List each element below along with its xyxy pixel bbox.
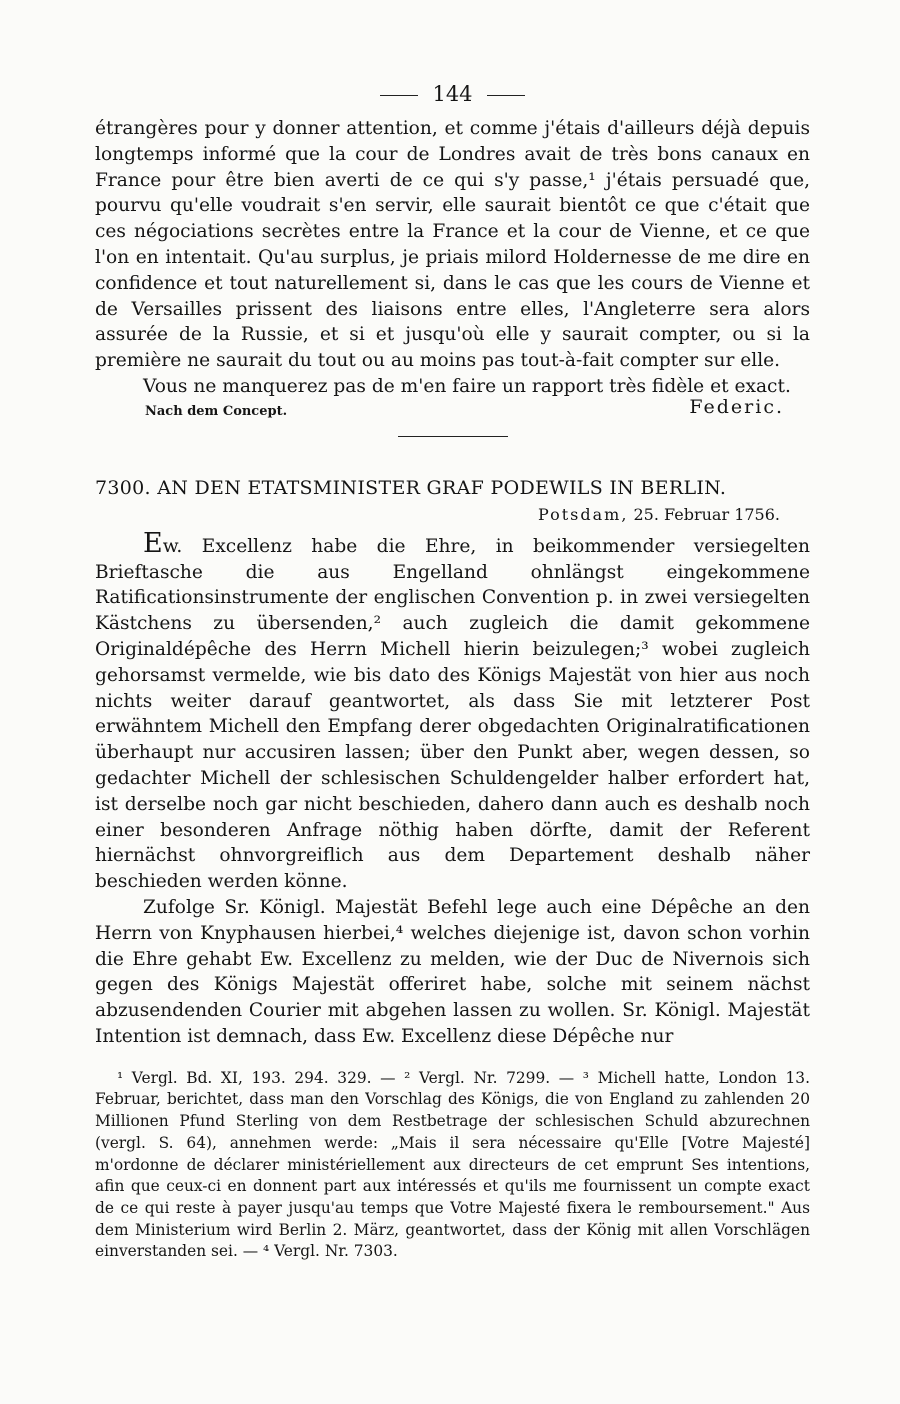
document-paragraph-1-text: w. Excellenz habe die Ehre, in beikommender versiegelten Brieftasche die aus Engelland ohnlängst eingekommene Ratificationsinstrumente der englischen Convention p. in zwei versiegelten Kästchens zu übersenden,² auch zugleich die damit gekommene Originaldépêche des Herrn Michell hierin beizulegen;³ wobei zugleich gehorsamst vermelde, wie bis dato des Königs Majestät von hier aus noch nichts weiter darauf geantwortet, als dass Sie mit letzterer Post erwähntem Michell den Empfang derer obgedachten Originalratificationen überhaupt nur accusiren lassen; über den Punkt aber, wegen dessen, so gedachter Michell der schlesischen Schuldengelder halber erfordert hat, ist derselbe noch gar nicht beschieden, dahero dann auch es deshalb noch einer besonderen Anfrage nöthig haben dörfte, damit der Referent hiernächst ohnvorgreiflich aus dem Departement deshalb näher beschieden werden könne. xyxy=(95,535,810,893)
document-page xyxy=(95,76,810,1263)
dateline xyxy=(95,505,810,531)
header-dash-left xyxy=(380,95,418,96)
footnote-text: ¹ Vergl. Bd. XI, 193. 294. 329. — ² Vergl. Nr. 7299. — ³ Michell hatte, London 13. Februar, berichtet, dass man den Vorschlag des Königs, die von England zu zahlenden 20 Millionen Pfund Sterling von dem Restbetrage der schlesischen Schuld abzurechnen (vergl. S. 64), annehmen werde: „Mais il sera nécessaire qu'Elle [Votre Majesté] m'ordonne de déclarer ministériellement aux directeurs de cet emprunt Ses intentions, afin que ceux-ci en donnent part aux intéressés et qu'ils me fournissent un compte exact de ce qui reste à payer jusqu'au temps que Votre Majesté fixera le remboursement." Aus dem Ministerium wird Berlin 2. März, geantwortet, dass der König mit allen Vorschlägen einverstanden sei. — ⁴ Vergl. Nr. 7303. xyxy=(95,1068,810,1261)
page-number: 144 xyxy=(432,82,473,106)
drop-cap: E xyxy=(143,527,163,559)
page-header xyxy=(95,76,810,116)
document-paragraph-2: Zufolge Sr. Königl. Majestät Befehl lege auch eine Dépêche an den Herrn von Knyphausen hierbei,⁴ welches diejenige ist, davon schon vorhin die Ehre gehabt Ew. Excellenz zu melden, wie der Duc de Nivernois sich gegen des Königs Majestät offeriret habe, solche mit seinem nächst abzusendenden Courier mit abgehen lassen zu wollen. Sr. Königl. Majestät Intention ist demnach, dass Ew. Excellenz diese Dépêche nur xyxy=(95,896,810,1047)
footnotes xyxy=(95,1068,810,1263)
header-dash-right xyxy=(487,95,525,96)
section-divider xyxy=(398,436,508,437)
document-paragraph-1 xyxy=(95,527,810,895)
letter-paragraph-1: étrangères pour y donner attention, et comme j'étais d'ailleurs déjà depuis longtemps informé que la cour de Londres avait de très bons canaux en France pour être bien averti de ce qui s'y passe,¹ j'étais persuadé que, pourvu qu'elle voudrait s'en servir, elle saurait bientôt ce que c'était que ces négociations secrètes entre la France et la cour de Vienne, et ce que l'on en intentait. Qu'au surplus, je priais milord Holdernesse de me dire en confidence et tout naturellement si, dans le cas que les cours de Vienne et de Versailles prissent des liaisons entre elles, l'Angleterre sera alors assurée de la Russie, et si et jusqu'où elle y saurait compter, ou si la première ne saurait du tout ou au moins pas tout-à-fait compter sur elle. xyxy=(95,118,810,372)
source-note: Nach dem Concept. xyxy=(145,403,288,419)
letter-paragraph-2: Vous ne manquerez pas de m'en faire un rapport très fidèle et exact. xyxy=(143,375,791,397)
dateline-date: 25. Februar 1756. xyxy=(633,504,780,524)
dateline-place: Potsdam, xyxy=(537,504,629,524)
document-title: 7300. AN DEN ETATSMINISTER GRAF PODEWILS IN BERLIN. xyxy=(95,476,727,499)
letter-closing xyxy=(95,395,810,424)
signature: Federic. xyxy=(689,395,784,418)
